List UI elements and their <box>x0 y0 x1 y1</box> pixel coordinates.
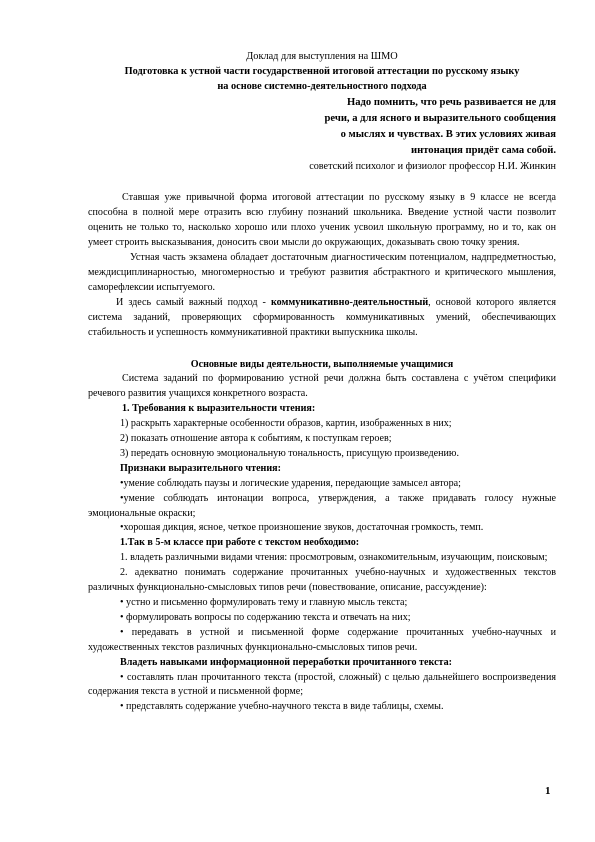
section-intro: Система заданий по формированию устной речи должна быть составлена с учётом специфики речевого развития учащихся конкретного возраста. <box>88 373 556 400</box>
info-item: • составлять план прочитанного текста (простой, сложный) с целью дальнейшего воспроизведения содержания текста в устной и письменной форме; <box>88 671 556 698</box>
intro-paragraph-3 <box>88 296 556 341</box>
epigraph-line: интонация придёт сама собой. <box>411 145 556 157</box>
requirements-heading: 1. Требования к выразительности чтения: <box>122 403 316 415</box>
report-subtitle: на основе системно-деятельностного подхода <box>217 80 427 92</box>
intro-p3-start: И здесь самый важный подход - <box>116 296 271 308</box>
sign-item: •хорошая дикция, ясное, четкое произношение звуков, достаточная громкость, темп. <box>120 522 484 534</box>
requirement-item: 3) передать основную эмоциональную тональность, присущую произведению. <box>120 447 459 459</box>
report-label: Доклад для выступления на ШМО <box>246 51 398 62</box>
info-processing-heading: Владеть навыками информационной переработки прочитанного текста: <box>120 656 453 668</box>
requirement-item: 2) показать отношение автора к событиям, к поступкам героев; <box>120 433 392 445</box>
epigraph-line: о мыслях и чувствах. В этих условиях живая <box>340 129 556 141</box>
info-item: • представлять содержание учебно-научного текста в виде таблицы, схемы. <box>120 701 444 713</box>
intro-p3-end: , основой которого является система заданий, проверяющих сформированность коммуникативных умений, обеспечивающих стабильность и успешность коммуникативной практики выпускника школы. <box>88 296 556 338</box>
signs-heading: Признаки выразительного чтения: <box>120 462 282 474</box>
grade5-item: 2. адекватно понимать содержание прочитанных учебно-научных и художественных текстов различных функционально-смысловых типов речи (повествование, описание, рассуждение): <box>88 567 556 594</box>
epigraph-line: речи, а для ясного и выразительного сообщения <box>324 112 556 124</box>
grade5-item: • передавать в устной и письменной форме содержание прочитанных учебно-научных и художественных текстов различных функционально-смысловых типов речи. <box>88 626 556 653</box>
requirement-item: 1) раскрыть характерные особенности образов, картин, изображенных в них; <box>120 418 452 430</box>
intro-paragraph-1: Ставшая уже привычной форма итоговой аттестации по русскому языку в 9 классе не всегда способна в полной мере отразить всю глубину познаний школьника. Введение устной части позволит оценить не только то, насколько хорошо или плохо ученик усвоил школьную программу, но и то, как он умеет строить высказывания, доносить свои мысли до окружающих, доказывать свою точку зрения. <box>88 192 556 249</box>
epigraph-attribution: советский психолог и физиолог профессор Н.И. Жинкин <box>309 160 556 172</box>
epigraph <box>88 95 556 175</box>
grade5-item: • формулировать вопросы по содержанию текста и отвечать на них; <box>120 611 411 623</box>
epigraph-line: Надо помнить, что речь развивается не для <box>347 96 556 108</box>
page-number: 1 <box>545 785 551 797</box>
section-heading: Основные виды деятельности, выполняемые учащимися <box>190 358 454 370</box>
grade5-heading: 1.Так в 5-м классе при работе с текстом необходимо: <box>120 537 360 549</box>
grade5-item: 1. владеть различными видами чтения: просмотровым, ознакомительным, изучающим, поисковым; <box>120 552 548 564</box>
sign-item: •умение соблюдать паузы и логические ударения, передающие замысел автора; <box>120 477 461 489</box>
report-title: Подготовка к устной части государственной итоговой аттестации по русскому языку <box>124 65 520 77</box>
sign-item: •умение соблюдать интонации вопроса, утверждения, а также придавать голосу нужные эмоциональные окраски; <box>88 492 556 519</box>
document-body <box>88 50 556 715</box>
intro-p3-bold: коммуникативно-деятельностный <box>270 296 429 308</box>
intro-paragraph-2: Устная часть экзамена обладает достаточным диагностическим потенциалом, надпредметностью, междисциплинарностью, многомерностью и требуют развития абстрактного и критического мышления, саморефлексии испытуемого. <box>88 252 556 293</box>
grade5-item: • устно и письменно формулировать тему и главную мысль текста; <box>120 597 408 608</box>
